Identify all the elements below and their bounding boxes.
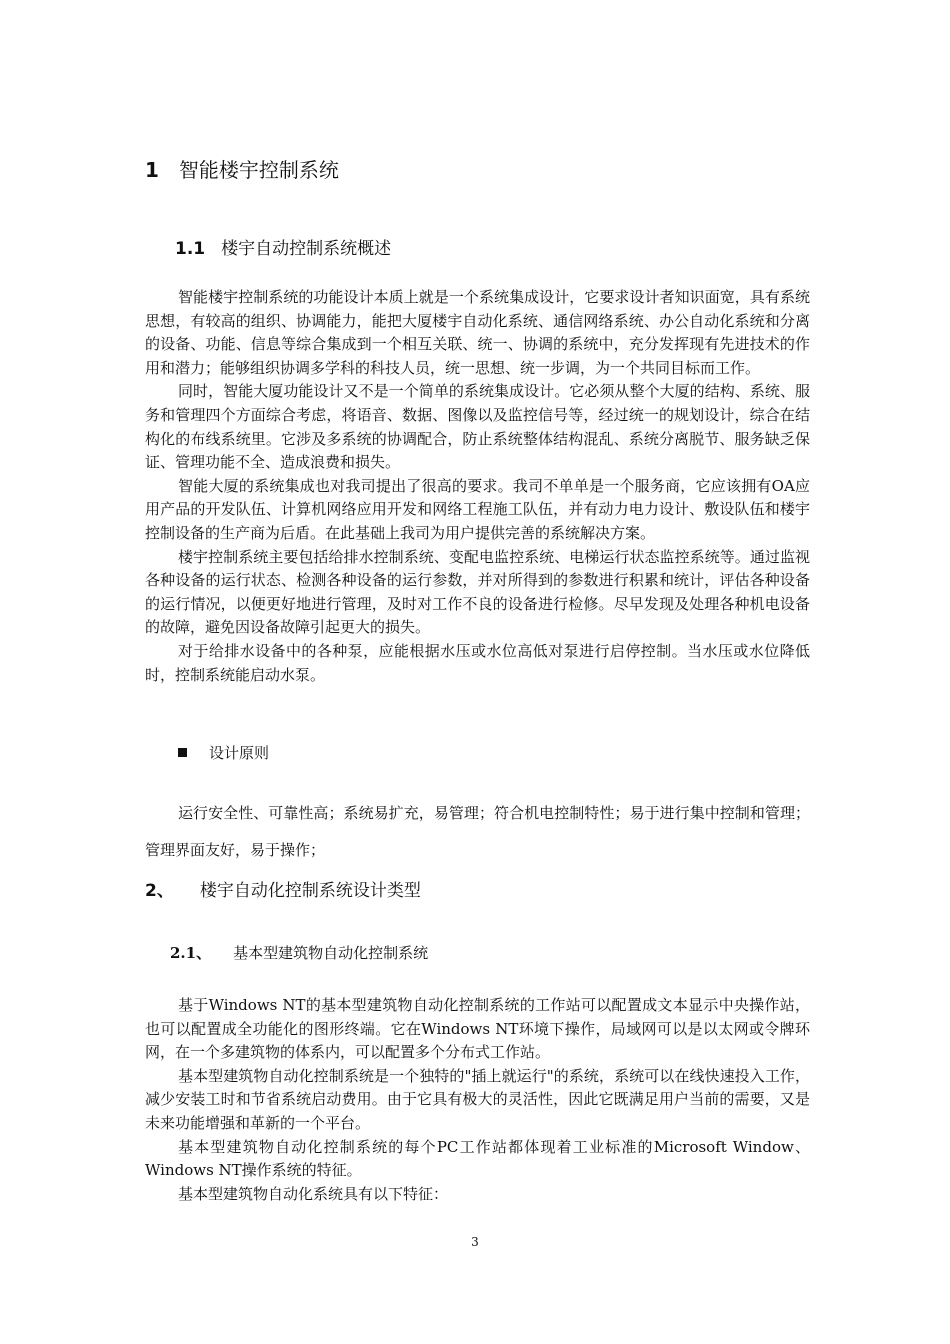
design-principle-paragraph: 运行安全性、可靠性高；系统易扩充，易管理；符合机电控制特性；易于进行集中控制和管理；管理界面友好，易于操作； bbox=[145, 804, 810, 859]
heading-title: 智能楼宇控制系统 bbox=[178, 158, 339, 182]
section1-body bbox=[145, 286, 810, 687]
heading-number: 2.1、 bbox=[170, 944, 212, 962]
heading-number: 1.1 bbox=[175, 239, 206, 259]
paragraph: 楼宇控制系统主要包括给排水控制系统、变配电监控系统、电梯运行状态监控系统等。通过监视各种设备的运行状态、检测各种设备的运行参数，并对所得到的参数进行积累和统计，评估各种设备的运行情况，以便更好地进行管理，及时对工作不良的设备进行检修。尽早发现及处理各种机电设备的故障，避免因设备故障引起更大的损失。 bbox=[145, 547, 810, 637]
bullet-item bbox=[178, 742, 269, 763]
paragraph: 对于给排水设备中的各种泵，应能根据水压或水位高低对泵进行启停控制。当水压或水位降低时，控制系统能启动水泵。 bbox=[145, 641, 810, 684]
page-number: 3 bbox=[471, 1235, 479, 1249]
heading-title: 楼宇自动化控制系统设计类型 bbox=[199, 881, 421, 901]
paragraph: 基于Windows NT的基本型建筑物自动化控制系统的工作站可以配置成文本显示中央操作站，也可以配置成全功能化的图形终端。它在Windows NT环境下操作，局域网可以是以太网或令牌环网，在一个多建筑物的体系内，可以配置多个分布式工作站。 bbox=[145, 996, 810, 1062]
heading-title: 楼宇自动控制系统概述 bbox=[221, 239, 392, 259]
paragraph: 基本型建筑物自动化系统具有以下特征： bbox=[178, 1184, 449, 1203]
paragraph: 基本型建筑物自动化控制系统是一个独特的"插上就运行"的系统，系统可以在线快速投入工作，减少安装工时和节省系统启动费用。由于它具有极大的灵活性，因此它既满足用户当前的需要，又是未来功能增强和革新的一个平台。 bbox=[145, 1066, 810, 1132]
subsection-heading-2-1 bbox=[170, 942, 428, 963]
square-bullet-icon bbox=[178, 748, 187, 757]
bullet-text: 设计原则 bbox=[209, 744, 270, 762]
paragraph: 同时，智能大厦功能设计又不是一个简单的系统集成设计。它必须从整个大厦的结构、系统、服务和管理四个方面综合考虑，将语音、数据、图像以及监控信号等，经过统一的规划设计，综合在结构化的布线系统里。它涉及多系统的协调配合，防止系统整体结构混乱、系统分离脱节、服务缺乏保证、管理功能不全、造成浪费和损失。 bbox=[145, 382, 810, 472]
subsection-heading-1-1 bbox=[175, 234, 391, 259]
heading-number: 2、 bbox=[145, 881, 174, 901]
paragraph: 智能大厦的系统集成也对我司提出了很高的要求。我司不单单是一个服务商，它应该拥有OA应用产品的开发队伍、计算机网络应用开发和网络工程施工队伍，并有动力电力设计、敷设队伍和楼宇控制设备的生产商为后盾。在此基础上我司为用户提供完善的系统解决方案。 bbox=[145, 476, 810, 542]
section-heading-2 bbox=[145, 876, 421, 901]
section-heading-1 bbox=[145, 154, 339, 183]
paragraph: 智能楼宇控制系统的功能设计本质上就是一个系统集成设计，它要求设计者知识面宽，具有系统思想，有较高的组织、协调能力，能把大厦楼宇自动化系统、通信网络系统、办公自动化系统和分离的设备、功能、信息等综合集成到一个相互关联、统一、协调的系统中，充分发挥现有先进技术的作用和潜力；能够组织协调多学科的科技人员，统一思想、统一步调，为一个共同目标而工作。 bbox=[145, 288, 810, 377]
heading-title: 基本型建筑物自动化控制系统 bbox=[233, 944, 429, 962]
paragraph: 基本型建筑物自动化控制系统的每个PC工作站都体现着工业标准的Microsoft Window、Windows NT操作系统的特征。 bbox=[145, 1137, 810, 1180]
heading-number: 1 bbox=[145, 158, 159, 182]
section2-body bbox=[145, 994, 810, 1206]
